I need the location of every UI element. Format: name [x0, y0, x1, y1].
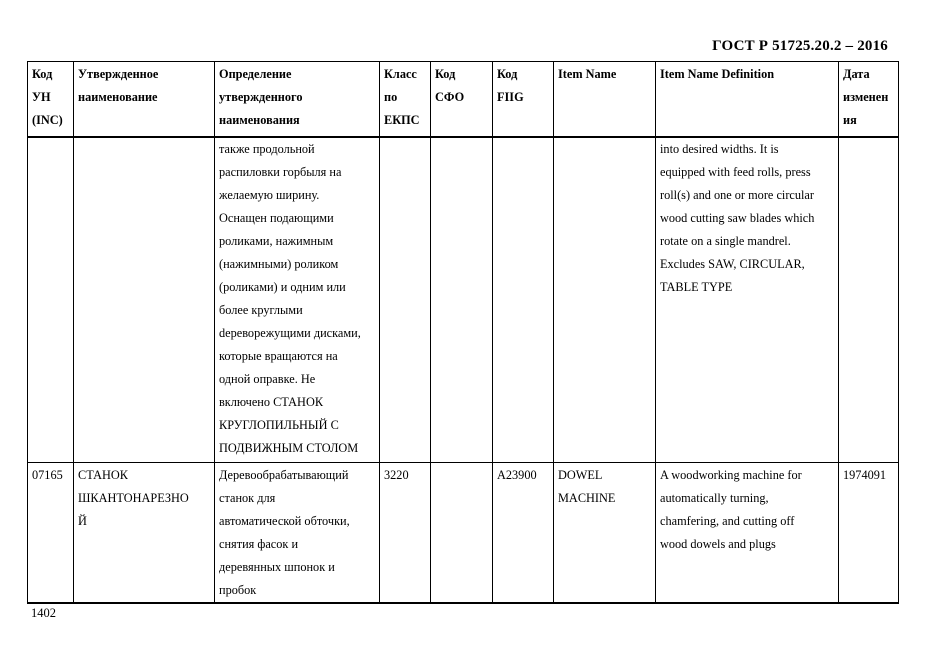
page-number: 1402 [31, 606, 56, 620]
cell-fiig-code: A23900 [493, 463, 554, 604]
table-row [28, 463, 899, 604]
header-change-date: Дата изменен ия [839, 62, 899, 137]
header-ekps-class: Класс по ЕКПС [380, 62, 431, 137]
table-row [28, 137, 899, 463]
catalog-table [27, 61, 899, 604]
cell-definition-ru: также продольной распиловки горбыля на желаемую ширину. Оснащен подающими роликами, нажимным (нажимными) роликом (роликами) и одним или более круглыми dереворежущими дисками, которые вращаются на одной оправке. Не включено СТАНОК КРУГЛОПИЛЬНЫЙ С ПОДВИЖНЫМ СТОЛОМ [215, 137, 380, 463]
header-fiig-code: Код FIIG [493, 62, 554, 137]
cell-approved-name: СТАНОК ШКАНТОНАРЕЗНО Й [74, 463, 215, 604]
header-inc-code: Код УН (INC) [28, 62, 74, 137]
cell-item-name [554, 137, 656, 463]
cell-ekps-class [380, 137, 431, 463]
cell-approved-name [74, 137, 215, 463]
cell-inc-code [28, 137, 74, 463]
header-definition-ru: Определение утвержденного наименования [215, 62, 380, 137]
cell-fiig-code [493, 137, 554, 463]
cell-change-date: 1974091 [839, 463, 899, 604]
cell-item-name: DOWEL MACHINE [554, 463, 656, 604]
document-title: ГОСТ Р 51725.20.2 – 2016 [712, 38, 888, 54]
cell-inc-code: 07165 [28, 463, 74, 604]
cell-sfo-code [431, 137, 493, 463]
cell-item-name-definition: into desired widths. It is equipped with feed rolls, press roll(s) and one or more circular wood cutting saw blades which rotate on a single mandrel. Excludes SAW, CIRCULAR, TABLE TYPE [656, 137, 839, 463]
header-item-name-definition: Item Name Definition [656, 62, 839, 137]
cell-definition-ru: Деревообрабатывающий станок для автоматической обточки, снятия фасок и деревянных шпонок и пробок [215, 463, 380, 604]
header-approved-name: Утвержденное наименование [74, 62, 215, 137]
header-item-name: Item Name [554, 62, 656, 137]
table-header-row [28, 62, 899, 137]
cell-change-date [839, 137, 899, 463]
cell-sfo-code [431, 463, 493, 604]
cell-ekps-class: 3220 [380, 463, 431, 604]
cell-item-name-definition: A woodworking machine for automatically turning, chamfering, and cutting off wood dowels and plugs [656, 463, 839, 604]
header-sfo-code: Код СФО [431, 62, 493, 137]
